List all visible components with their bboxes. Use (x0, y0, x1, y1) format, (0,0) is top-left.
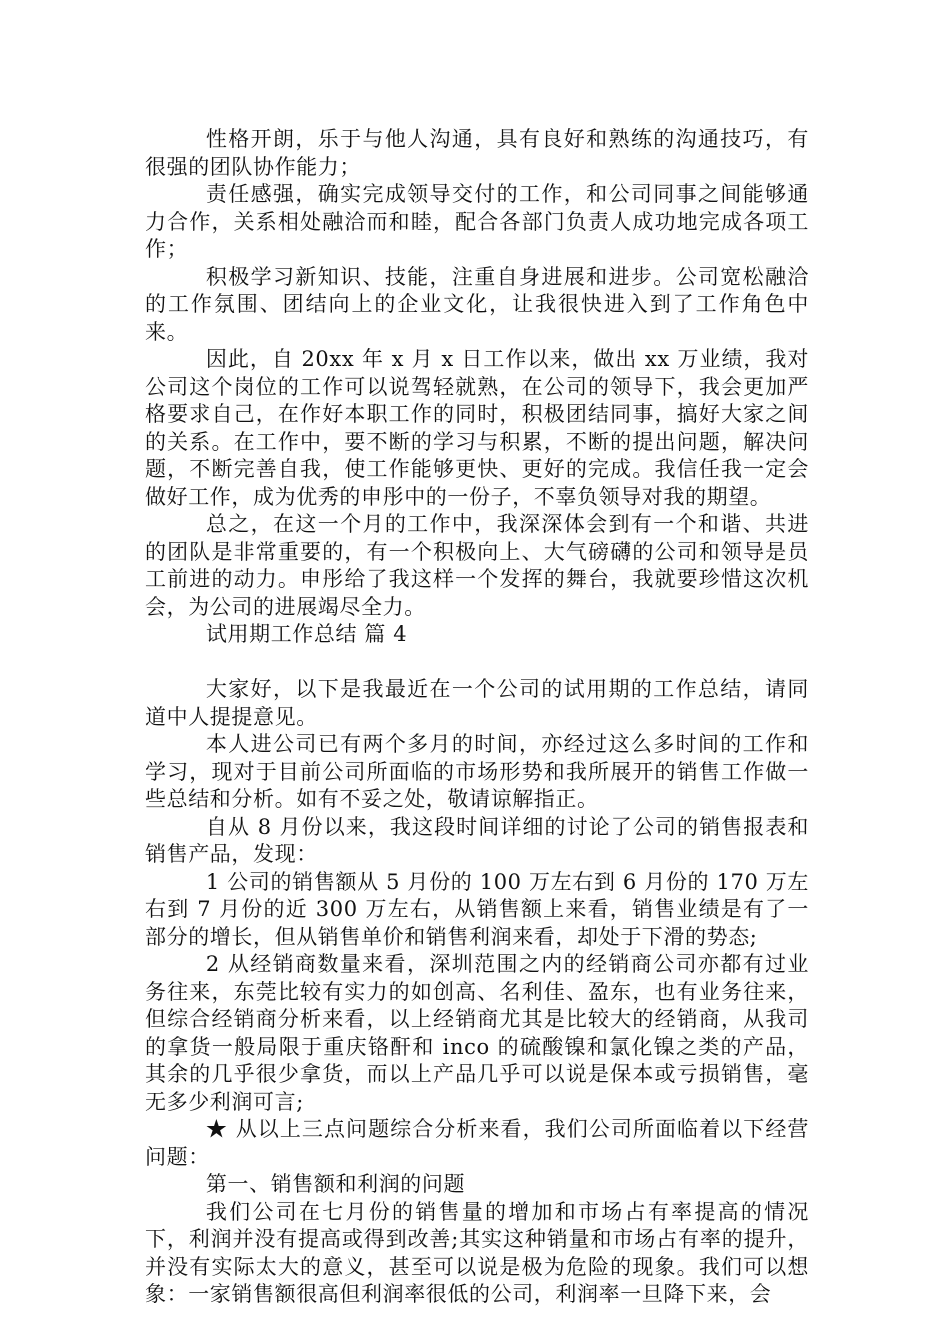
paragraph: 自从 8 月份以来，我这段时间详细的讨论了公司的销售报表和销售产品，发现： (145, 814, 809, 866)
paragraph: 1 公司的销售额从 5 月份的 100 万左右到 6 月份的 170 万左右到 7 月份的近 300 万左右，从销售额上来看，销售业绩是有了一部分的增长，但从销售单价和销售利润来看，却处于下滑的势态; (145, 869, 809, 949)
paragraph: 积极学习新知识、技能，注重自身进展和进步。公司宽松融洽的工作氛围、团结向上的企业文化，让我很快进入到了工作角色中来。 (145, 264, 809, 344)
sub-heading: 第一、销售额和利润的问题 (205, 1172, 466, 1196)
paragraph: 总之，在这一个月的工作中，我深深体会到有一个和谐、共进的团队是非常重要的，有一个积极向上、大气磅礴的公司和领导是员工前进的动力。申彤给了我这样一个发挥的舞台，我就要珍惜这次机会，为公司的进展竭尽全力。 (145, 512, 809, 619)
paragraph: 因此，自 20xx 年 x 月 x 日工作以来，做出 xx 万业绩，我对公司这个岗位的工作可以说驾轻就熟，在公司的领导下，我会更加严格要求自己，在作好本职工作的同时，积极团结同事，搞好大家之间的关系。在工作中，要不断的学习与积累，不断的提出问题，解决问题，不断完善自我，使工作能够更快、更好的完成。我信任我一定会做好工作，成为优秀的申彤中的一份子，不辜负领导对我的期望。 (145, 347, 809, 509)
section-heading: 试用期工作总结 篇 4 (205, 622, 408, 646)
blank-line (145, 649, 809, 677)
paragraph: 2 从经销商数量来看，深圳范围之内的经销商公司亦都有过业务往来，东莞比较有实力的如创高、名利佳、盈东，也有业务往来，但综合经销商分析来看，以上经销商尤其是比较大的经销商，从我司的拿货一般局限于重庆铬酐和 inco 的硫酸镍和氯化镍之类的产品，其余的几乎很少拿货，而以上产品几乎可以说是保本或亏损销售，毫无多少利润可言; (145, 952, 809, 1114)
paragraph: 大家好，以下是我最近在一个公司的试用期的工作总结，请同道中人提提意见。 (145, 677, 809, 729)
paragraph: 本人进公司已有两个多月的时间，亦经过这么多时间的工作和学习，现对于目前公司所面临的市场形势和我所展开的销售工作做一些总结和分析。如有不妥之处，敬请谅解指正。 (145, 732, 809, 811)
document-body (145, 126, 809, 1309)
paragraph: 我们公司在七月份的销售量的增加和市场占有率提高的情况下，利润并没有提高或得到改善;其实这种销量和市场占有率的提升，并没有实际太大的意义，甚至可以说是极为危险的现象。我们可以想象：一家销售额很高但利润率很低的公司，利润率一旦降下来，会 (145, 1199, 809, 1306)
paragraph: 责任感强，确实完成领导交付的工作，和公司同事之间能够通力合作，关系相处融洽而和睦，配合各部门负责人成功地完成各项工作； (145, 182, 809, 261)
paragraph: ★ 从以上三点问题综合分析来看，我们公司所面临着以下经营问题： (145, 1117, 809, 1169)
paragraph: 性格开朗，乐于与他人沟通，具有良好和熟练的沟通技巧，有很强的团队协作能力； (145, 127, 809, 179)
